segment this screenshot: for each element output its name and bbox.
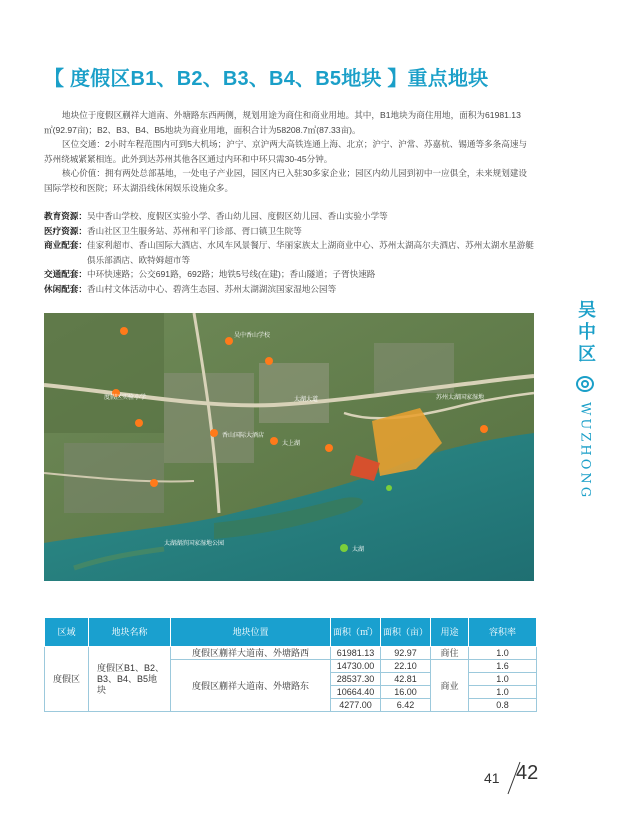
area-sqm-cell: 28537.30 [331, 673, 381, 686]
area-mu-cell: 22.10 [381, 660, 431, 673]
district-logo-icon [576, 376, 594, 392]
map-label: 太湖大道 [294, 397, 319, 403]
resource-value: 佳家利超市、香山国际大酒店、水风车风景餐厅、华丽家族太上湖商业中心、苏州太湖高尔夫酒店、苏州太湖水星游艇俱乐部酒店、欧特姆超市等 [86, 240, 534, 265]
resource-label: 医疗资源： [44, 225, 87, 236]
location-cell: 度假区蒯祥大道南、外塘路东 [171, 660, 331, 712]
page-title: 【 度假区B1、B2、B3、B4、B5地块 】重点地块 [44, 68, 489, 90]
table-header: 地块名称 [89, 618, 171, 647]
resource-leisure [44, 282, 534, 297]
intro-text [44, 108, 529, 196]
map-label: 香山国际大酒店 [222, 433, 265, 439]
land-parcel-table [44, 617, 537, 712]
map-label: 吴中香山学校 [234, 333, 271, 339]
map-label: 太湖 [352, 547, 365, 553]
page-number-right: 42 [516, 762, 539, 784]
table-header-row [45, 618, 537, 647]
map-label: 度假区实验小学 [104, 395, 147, 401]
map-label: 太湖湖滨国家湿地公园 [164, 541, 225, 547]
table-header: 区域 [45, 618, 89, 647]
area-mu-cell: 42.81 [381, 673, 431, 686]
far-cell: 1.6 [469, 660, 537, 673]
resource-label: 交通配套： [44, 269, 87, 280]
use-cell: 商业 [431, 660, 469, 712]
area-mu-cell: 16.00 [381, 686, 431, 699]
region-cell: 度假区 [45, 647, 89, 712]
resource-transport [44, 267, 534, 282]
far-cell: 1.0 [469, 686, 537, 699]
resource-medical [44, 224, 534, 239]
area-sqm-cell: 4277.00 [331, 699, 381, 712]
table-header: 面积（㎡） [331, 618, 381, 647]
resource-value: 香山社区卫生服务站、苏州和平门诊部、胥口镇卫生院等 [86, 225, 302, 236]
table-header: 用途 [431, 618, 469, 647]
far-cell: 0.8 [469, 699, 537, 712]
far-cell: 1.0 [469, 673, 537, 686]
aerial-map-image [44, 313, 534, 581]
table-header: 地块位置 [171, 618, 331, 647]
table-header: 容积率 [469, 618, 537, 647]
resource-label: 休闲配套： [44, 283, 87, 294]
page-number-left: 41 [484, 770, 500, 786]
aerial-map [44, 313, 534, 581]
intro-paragraph-traffic: 区位交通：2小时车程范围内可到5大机场；沪宁、京沪两大高铁连通上海、北京；沪宁、沪常、苏嘉杭、锡通等多条高速与苏州绕城紧紧相连。此外到达苏州其他各区通过内环和中环只需30-45分钟。 [44, 139, 528, 164]
resource-value: 吴中香山学校、度假区实验小学、香山幼儿园、度假区幼儿园、香山实验小学等 [86, 211, 388, 221]
intro-paragraph-value: 核心价值：拥有两处总部基地，一处电子产业园，园区内已入驻30多家企业；园区内幼儿园到初中一应俱全，未来规划建设国际学校和医院；环太湖沿线休闲娱乐设施众多。 [44, 168, 528, 193]
resource-value: 香山村文体活动中心、碧湾生态园、苏州太湖湖滨国家湿地公园等 [86, 283, 337, 294]
district-side-label [567, 300, 603, 500]
area-sqm-cell: 61981.13 [331, 647, 381, 660]
district-name-en: WUZHONG [577, 402, 593, 501]
resource-commerce [44, 238, 534, 267]
table-header: 面积（亩） [381, 618, 431, 647]
area-sqm-cell: 14730.00 [331, 660, 381, 673]
table-row [45, 647, 537, 660]
parcel-name-cell: 度假区B1、B2、B3、B4、B5地块 [89, 647, 171, 712]
resource-value: 中环快速路；公交691路，692路；地铁5号线(在建)；香山隧道；子胥快速路 [86, 269, 376, 280]
intro-paragraph-location: 地块位于度假区蒯祥大道南、外塘路东西两侧，规划用途为商住和商业用地。其中，B1地块为商住用地，面积为61981.13㎡(92.97亩)；B2、B3、B4、B5地块为商业用地，面积合计为58208.7㎡(87.33亩)。 [44, 110, 521, 135]
map-label: 苏州太湖国家湿地 [436, 395, 485, 401]
area-sqm-cell: 10664.40 [331, 686, 381, 699]
area-mu-cell: 92.97 [381, 647, 431, 660]
district-name-cn: 吴中区 [575, 300, 596, 366]
resource-education [44, 209, 534, 224]
use-cell: 商住 [431, 647, 469, 660]
resource-label: 教育资源： [44, 211, 87, 221]
resource-label: 商业配套： [44, 240, 87, 251]
area-mu-cell: 6.42 [381, 699, 431, 712]
far-cell: 1.0 [469, 647, 537, 660]
resource-list [44, 209, 534, 297]
map-label: 太上湖 [282, 441, 301, 447]
location-cell: 度假区蒯祥大道南、外塘路西 [171, 647, 331, 660]
